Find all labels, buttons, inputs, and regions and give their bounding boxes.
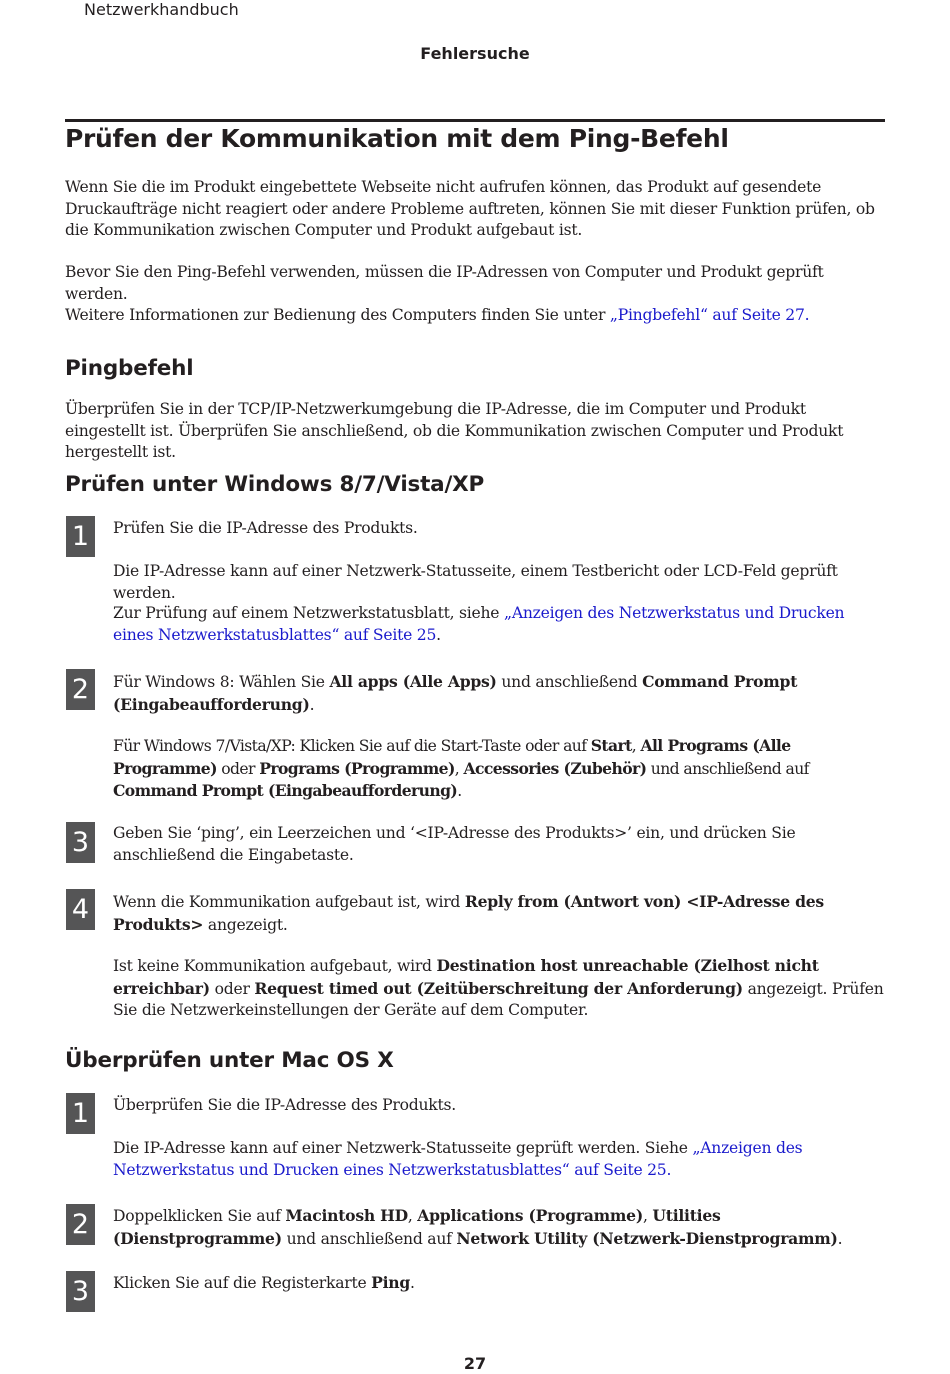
ui-term: Network Utility (Netzwerk-Dienstprogramm) [456, 1228, 838, 1248]
header-section-title: Fehlersuche [420, 44, 530, 63]
text-span: Für Windows 7/Vista/XP: Klicken Sie auf die Start-Taste oder auf [113, 737, 591, 755]
more-info-paragraph [65, 305, 887, 327]
reference-link[interactable]: „Anzeigen des Netzwerkstatus und Drucken eines Netzwerkstatusblattes“ auf Seite 25 [113, 604, 845, 644]
pingbefehl-paragraph: Überprüfen Sie in der TCP/IP-Netzwerkumgebung die IP-Adresse, die im Computer und Produkt eingestellt ist. Überprüfen Sie anschließend, ob die Kommunikation zwischen Computer und Produkt hergestellt ist. [65, 400, 844, 461]
windows-step4-text [113, 891, 887, 936]
more-info-text: Weitere Informationen zur Bedienung des Computers finden Sie unter [65, 306, 610, 324]
header-document-title: Netzwerkhandbuch [84, 0, 239, 19]
text-span: . [309, 695, 315, 714]
page-number: 27 [463, 1354, 487, 1373]
step-number-badge: 4 [66, 889, 95, 930]
text-span: Ist keine Kommunikation aufgebaut, wird [113, 957, 437, 975]
section-heading-pingbefehl: Pingbefehl [65, 356, 194, 381]
ui-term: Command Prompt (Eingabeaufforderung) [113, 781, 458, 800]
ui-term: Destination host unreachable (Zielhost nicht erreichbar) [113, 956, 819, 998]
windows-step4-note [113, 955, 887, 1022]
windows-step2-win8 [113, 671, 887, 716]
text-span: . [837, 1229, 843, 1248]
ui-term: Command Prompt (Eingabeaufforderung) [113, 672, 798, 714]
step-number-badge: 3 [66, 1271, 95, 1312]
text-span: , [407, 1207, 418, 1225]
page-title: Prüfen der Kommunikation mit dem Ping-Befehl [65, 124, 729, 153]
mac-step3-text [113, 1272, 887, 1295]
mac-step1-text: Überprüfen Sie die IP-Adresse des Produkts. [113, 1096, 456, 1114]
intro-paragraph-ip: Bevor Sie den Ping-Befehl verwenden, müssen die IP-Adressen von Computer und Produkt geprüft werden. [65, 263, 824, 303]
ui-term: Applications (Programme) [417, 1206, 643, 1225]
ui-term: Utilities (Dienstprogramme) [113, 1206, 721, 1248]
text-span: und anschließend auf [646, 759, 809, 778]
mac-step2-text [113, 1205, 887, 1250]
text-span: Wenn die Kommunikation aufgebaut ist, wird [113, 893, 465, 911]
text-span: angezeigt. Prüfen Sie die Netzwerkeinstellungen der Geräte auf dem Computer. [113, 979, 884, 1019]
reference-text: Die IP-Adresse kann auf einer Netzwerk-Statusseite geprüft werden. Siehe [113, 1139, 693, 1157]
reference-end: . [436, 625, 441, 644]
intro-paragraph: Wenn Sie die im Produkt eingebettete Webseite nicht aufrufen können, das Produkt auf gesendete Druckaufträge nicht reagiert oder andere Probleme auftreten, können Sie mit dieser Funktion prüfen, ob die Kommunikation zwischen Computer und Produkt aufgebaut ist. [65, 178, 875, 239]
section-heading-windows: Prüfen unter Windows 8/7/Vista/XP [65, 472, 485, 497]
step-number-badge: 1 [66, 516, 95, 557]
text-span: und anschließend auf [281, 1229, 457, 1248]
text-span: , [631, 737, 641, 755]
ui-term: Programs (Programme) [259, 758, 455, 778]
ui-term: Ping [371, 1273, 411, 1292]
text-span: Doppelklicken Sie auf [113, 1207, 286, 1225]
step-number-badge: 2 [66, 669, 95, 710]
text-span: . [457, 782, 462, 800]
text-span: , [454, 759, 464, 778]
windows-step1-note: Die IP-Adresse kann auf einer Netzwerk-Statusseite, einem Testbericht oder LCD-Feld geprüft werden. [113, 562, 838, 602]
windows-step2-win7 [113, 735, 887, 803]
text-span: Klicken Sie auf die Registerkarte [113, 1274, 372, 1292]
step-number-badge: 3 [66, 822, 95, 863]
ui-term: Start [590, 736, 632, 755]
text-span: oder [216, 759, 260, 778]
ui-term: Macintosh HD [285, 1206, 408, 1225]
text-span: angezeigt. [203, 915, 288, 934]
step-number-badge: 1 [66, 1093, 95, 1134]
text-span: und anschließend [496, 673, 643, 691]
text-span: oder [209, 979, 255, 998]
windows-step1-reference [113, 603, 887, 646]
section-heading-mac: Überprüfen unter Mac OS X [65, 1048, 394, 1073]
ui-term: All Programs (Alle Programme) [113, 736, 791, 778]
more-info-link[interactable]: „Pingbefehl“ auf Seite 27. [609, 306, 810, 324]
windows-step3-text: Geben Sie ‘ping’, ein Leerzeichen und ‘<IP-Adresse des Produkts>’ ein, und drücken Sie anschließend die Eingabetaste. [113, 824, 796, 864]
reference-text: Zur Prüfung auf einem Netzwerkstatusblatt, siehe [113, 604, 504, 622]
ui-term: Accessories (Zubehör) [463, 758, 647, 778]
reference-link[interactable]: „Anzeigen des Netzwerkstatus und Drucken eines Netzwerkstatusblattes“ auf Seite 25. [113, 1139, 803, 1179]
windows-step1-text: Prüfen Sie die IP-Adresse des Produkts. [113, 519, 418, 537]
step-number-badge: 2 [66, 1204, 95, 1245]
mac-step1-reference [113, 1138, 887, 1181]
ui-term: Request timed out (Zeitüberschreitung der Anforderung) [254, 978, 743, 998]
ui-term: All apps (Alle Apps) [329, 672, 497, 691]
text-span: Für Windows 8: Wählen Sie [113, 673, 330, 691]
text-span: , [642, 1207, 653, 1225]
ui-term: Reply from (Antwort von) <IP-Adresse des Produkts> [113, 892, 824, 934]
text-span: . [410, 1274, 415, 1292]
title-rule [65, 119, 885, 122]
